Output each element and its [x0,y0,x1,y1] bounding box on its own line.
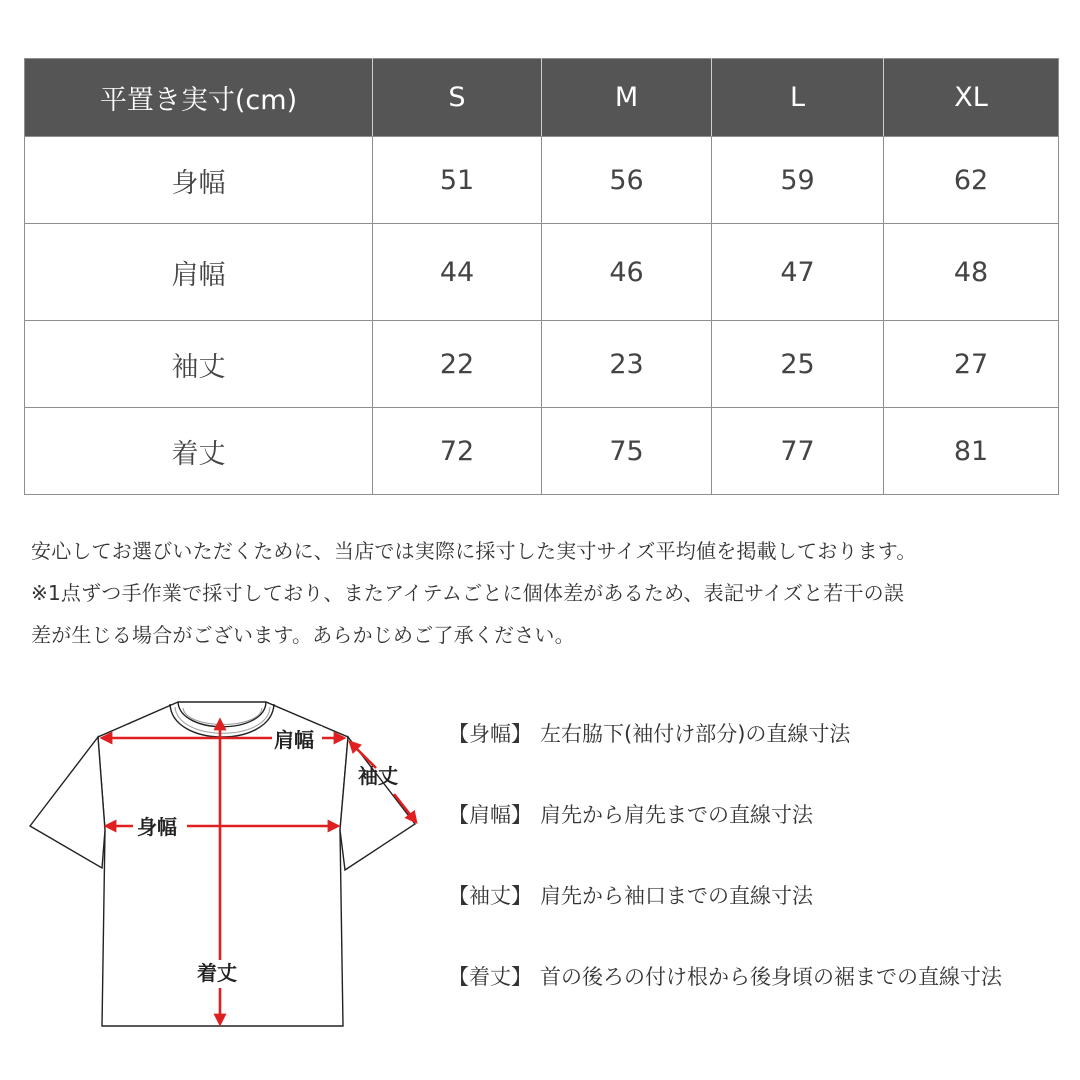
row-label: 袖丈 [25,321,373,408]
legend-key: 【袖丈】 [448,884,532,908]
diagram-label-length: 着丈 [197,961,237,985]
measurement-legend [448,718,1068,1042]
row-label: 身幅 [25,137,373,224]
table-row [25,321,1059,408]
table-header-row [25,59,1059,137]
cell-value: 77 [712,408,884,495]
table-row [25,408,1059,495]
legend-description: 肩先から袖口までの直線寸法 [540,884,813,908]
note-line: 差が生じる場合がございます。あらかじめご了承ください。 [31,623,575,647]
cell-value: 23 [542,321,712,408]
cell-value: 22 [373,321,542,408]
diagram-label-sleeve: 袖丈 [358,764,398,788]
diagram-label-body-width: 身幅 [137,815,177,839]
cell-value: 44 [373,224,542,321]
header-cell-size-l: L [712,59,884,137]
table-row [25,224,1059,321]
header-cell-size-s: S [373,59,542,137]
cell-value: 25 [712,321,884,408]
legend-key: 【着丈】 [448,965,532,989]
cell-value: 81 [884,408,1059,495]
cell-value: 48 [884,224,1059,321]
header-cell-measurement: 平置き実寸(cm) [25,59,373,137]
legend-description: 左右脇下(袖付け部分)の直線寸法 [540,722,851,746]
cell-value: 72 [373,408,542,495]
note-line: ※1点ずつ手作業で採寸しており、またアイテムごとに個体差があるため、表記サイズと若干の誤 [31,581,905,605]
cell-value: 56 [542,137,712,224]
row-label: 着丈 [25,408,373,495]
cell-value: 27 [884,321,1059,408]
size-table [24,58,1059,495]
cell-value: 75 [542,408,712,495]
legend-description: 肩先から肩先までの直線寸法 [540,803,813,827]
cell-value: 46 [542,224,712,321]
legend-key: 【身幅】 [448,722,532,746]
cell-value: 47 [712,224,884,321]
diagram-label-shoulder: 肩幅 [274,728,314,752]
legend-key: 【肩幅】 [448,803,532,827]
legend-item [448,880,1068,961]
table-row [25,137,1059,224]
legend-item [448,799,1068,880]
legend-item [448,961,1068,1042]
header-cell-size-m: M [542,59,712,137]
cell-value: 59 [712,137,884,224]
cell-value: 51 [373,137,542,224]
tshirt-measurement-diagram [20,690,430,1040]
header-cell-size-xl: XL [884,59,1059,137]
legend-item [448,718,1068,799]
row-label: 肩幅 [25,224,373,321]
note-line: 安心してお選びいただくために、当店では実際に採寸した実寸サイズ平均値を掲載しております。 [31,539,917,563]
cell-value: 62 [884,137,1059,224]
size-notes [31,530,1061,656]
legend-description: 首の後ろの付け根から後身頃の裾までの直線寸法 [540,965,1002,989]
